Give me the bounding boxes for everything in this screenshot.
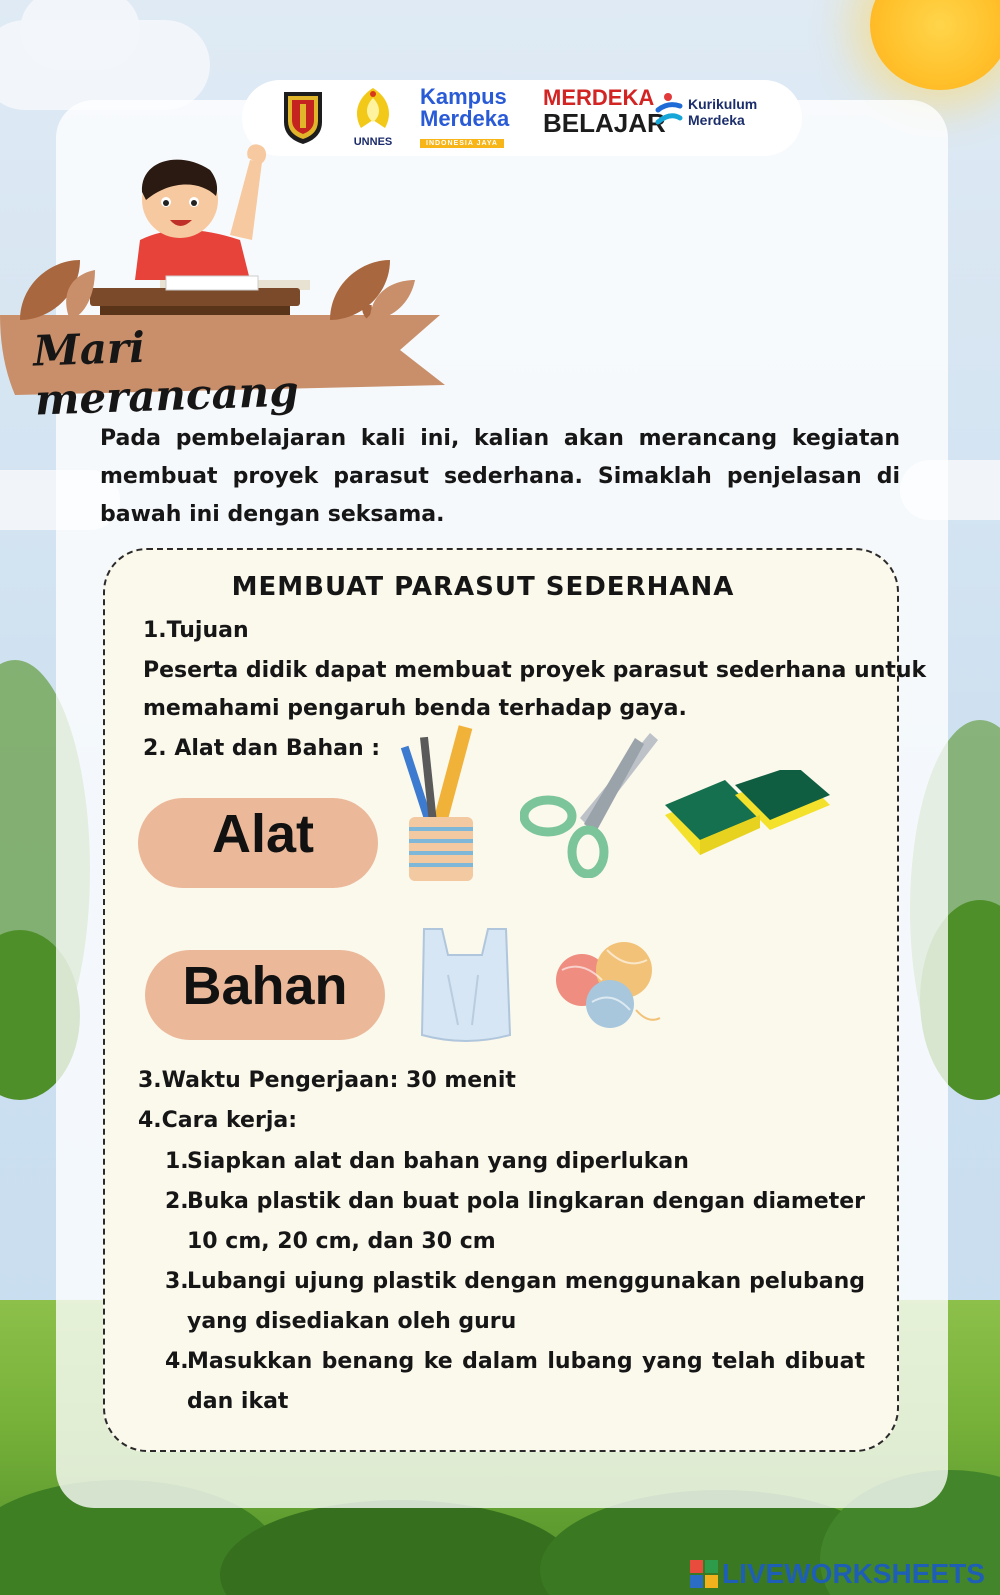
kampus-merdeka-tagline: INDONESIA JAYA	[420, 139, 504, 148]
bahan-label: Bahan	[182, 956, 348, 1016]
merdeka-belajar-line2: BELAJAR	[543, 108, 666, 138]
step-text: Lubangi ujung plastik dengan menggunakan pelubang yang disediakan oleh guru	[187, 1269, 865, 1334]
step-item	[165, 1342, 865, 1422]
yarn-balls-icon	[552, 940, 662, 1030]
tujuan-text-line2: memahami pengaruh benda terhadap gaya.	[143, 696, 687, 721]
kampus-merdeka-line2: Merdeka	[420, 106, 510, 131]
step-item	[165, 1142, 865, 1182]
step-number: 4.	[165, 1349, 189, 1374]
intro-paragraph: Pada pembelajaran kali ini, kalian akan merancang kegiatan membuat proyek parasut sederhana. Simaklah penjelasan di bawah ini dengan seksama.	[100, 426, 900, 527]
step-number: 1.	[165, 1149, 189, 1174]
kurikulum-merdeka-line2: Merdeka	[688, 112, 745, 128]
cara-kerja-heading: 4.Cara kerja:	[138, 1108, 298, 1133]
liveworksheets-badge-icon	[690, 1560, 718, 1588]
waktu-text: 3.Waktu Pengerjaan: 30 menit	[138, 1068, 516, 1093]
plastic-bag-icon	[418, 925, 513, 1045]
scissors-icon	[520, 728, 665, 878]
project-title: MEMBUAT PARASUT SEDERHANA	[231, 572, 735, 602]
liveworksheets-brand: LIVEWORKSHEETS	[722, 1558, 985, 1589]
alat-label: Alat	[211, 804, 314, 864]
central-java-logo	[282, 88, 324, 146]
leaf-decoration	[10, 255, 100, 325]
kampus-merdeka-logo	[420, 86, 530, 146]
liveworksheets-watermark	[690, 1558, 1000, 1588]
tujuan-text-line1: Peserta didik dapat membuat proyek parasut sederhana untuk	[143, 658, 927, 683]
step-item	[165, 1262, 865, 1342]
tujuan-heading: 1.Tujuan	[143, 618, 249, 643]
pencil-cup-icon	[395, 725, 495, 885]
banner-title: Mari merancang	[32, 322, 300, 425]
merdeka-belajar-line1: MERDEKA	[543, 85, 655, 110]
kurikulum-merdeka-logo	[654, 92, 774, 136]
step-text: Buka plastik dan buat pola lingkaran dengan diameter 10 cm, 20 cm, dan 30 cm	[187, 1189, 865, 1254]
step-item	[165, 1182, 865, 1262]
step-number: 2.	[165, 1189, 189, 1214]
step-text: Masukkan benang ke dalam lubang yang telah dibuat dan ikat	[187, 1349, 865, 1414]
kurikulum-merdeka-line1: Kurikulum	[688, 96, 758, 112]
kampus-merdeka-line1: Kampus	[420, 84, 507, 109]
unnes-logo-text: UNNES	[353, 136, 393, 148]
cloud	[20, 0, 140, 70]
unnes-logo	[347, 84, 399, 152]
boy-at-desk-illustration	[80, 140, 310, 330]
sponge-icon	[665, 770, 840, 870]
merdeka-belajar-logo	[543, 85, 666, 142]
alat-bahan-heading: 2. Alat dan Bahan :	[143, 736, 381, 761]
step-number: 3.	[165, 1269, 189, 1294]
step-text: Siapkan alat dan bahan yang diperlukan	[187, 1149, 689, 1174]
